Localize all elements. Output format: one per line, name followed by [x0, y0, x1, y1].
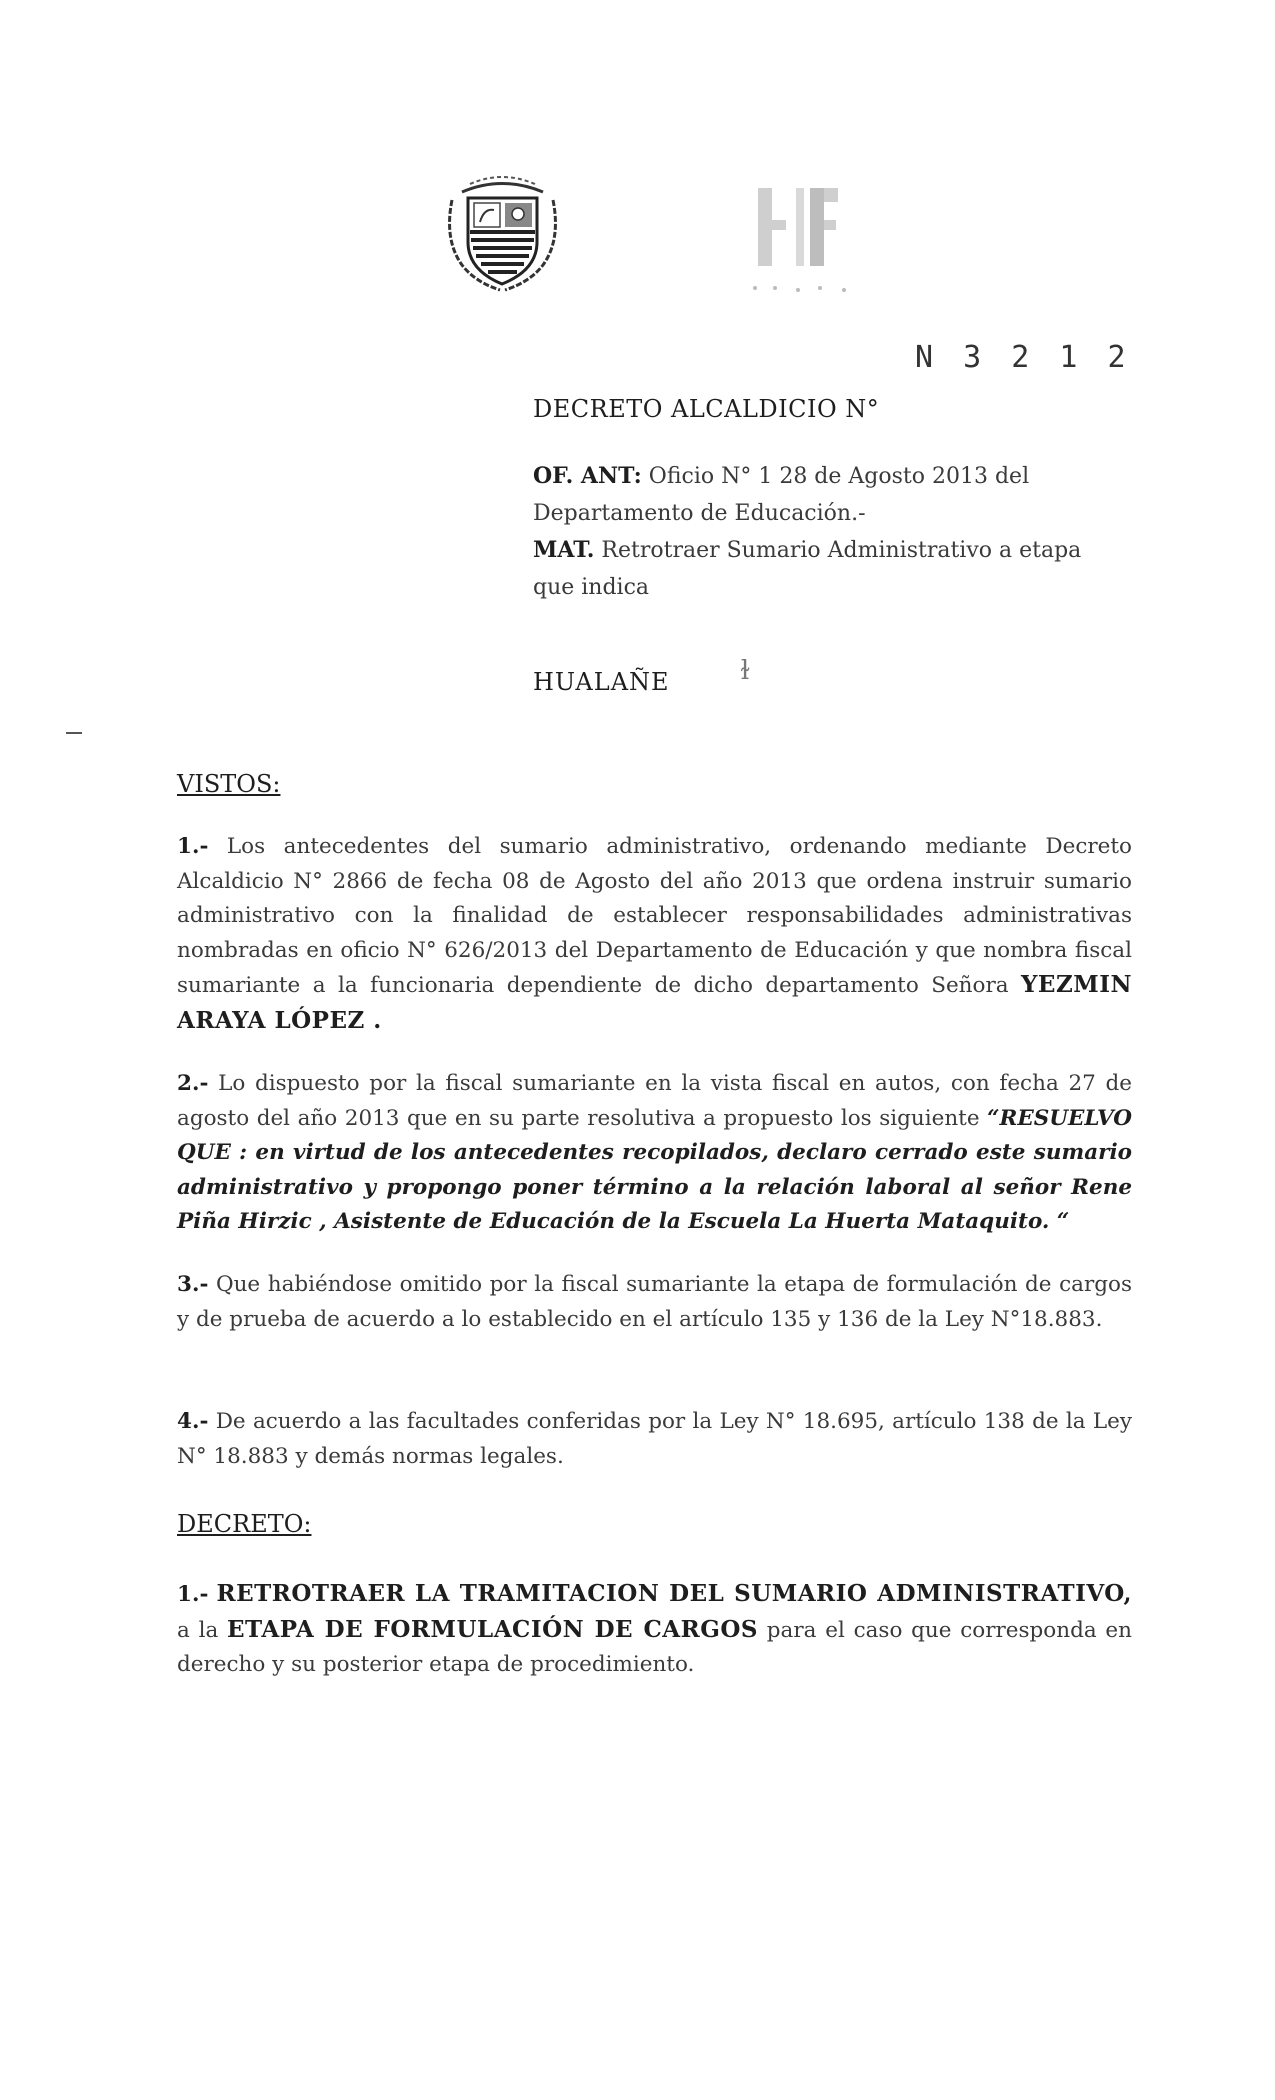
handwritten-mark: ɫ [740, 656, 750, 686]
item-text: Que habiéndose omitido por la fiscal sumariante la etapa de formulación de cargos y de prueba de acuerdo a lo establecido en el artículo 135 y 136 de la Ley N°18.883. [177, 1272, 1132, 1332]
item-number: 3.- [177, 1272, 209, 1297]
place-name: HUALAÑE [533, 668, 670, 696]
item-text: Lo dispuesto por la fiscal sumariante en la vista fiscal en autos, con fecha 27 de agosto del año 2013 que en su parte resolutiva a propuesto los siguiente [177, 1071, 1132, 1131]
mat-label: MAT. [533, 537, 595, 563]
decreto-item-1 [177, 1577, 1132, 1683]
item-number: 4.- [177, 1409, 209, 1434]
resolution-quote: “RESUELVO QUE : en virtud de los antecedentes recopilados, declaro cerrado este sumario administrativo y propongo poner término a la relación laboral al señor Rene Piña Hirzic , Asistente de Educación de la Escuela La Huerta Mataquito. “ [177, 1105, 1133, 1234]
vistos-heading: VISTOS: [177, 770, 281, 798]
document-title: DECRETO ALCALDICIO N° [533, 395, 880, 423]
of-ant-text: Oficio N° 1 28 de Agosto 2013 del Departamento de Educación.- [533, 464, 1030, 526]
vistos-item-4 [177, 1405, 1132, 1474]
vistos-item-1 [177, 830, 1132, 1039]
decree-text-a: a la [177, 1617, 219, 1643]
mat-text: Retrotraer Sumario Administrativo a etapa que indica [533, 538, 1082, 600]
item-number: 1.- [177, 834, 209, 859]
of-ant-line [533, 458, 1093, 532]
municipal-crest-logo [440, 170, 565, 295]
of-ant-label: OF. ANT: [533, 463, 642, 489]
stamped-decree-number: N 3 2 1 2 [915, 340, 1132, 375]
reference-block [533, 458, 1093, 606]
vistos-item-3 [177, 1268, 1132, 1337]
faded-institution-mark [740, 180, 880, 300]
decreto-heading: DECRETO: [177, 1510, 312, 1538]
margin-dash [66, 732, 82, 734]
decree-text-b: para el caso que corresponda en derecho y su posterior etapa de procedimiento. [177, 1617, 1132, 1677]
item-text: Los antecedentes del sumario administrativo, ordenando mediante Decreto Alcaldicio N° 2866 de fecha 08 de Agosto del año 2013 que ordena instruir sumario administrativo con la finalidad de establecer responsabilidades administrativas nombradas en oficio N° 626/2013 del Departamento de Educación y que nombra fiscal sumariante a la funcionaria dependiente de dicho departamento Señora [177, 834, 1132, 998]
item-number: 2.- [177, 1071, 209, 1096]
vistos-item-2 [177, 1067, 1132, 1240]
decree-order-b: ETAPA DE FORMULACIÓN DE CARGOS [227, 1615, 759, 1643]
fiscal-name: YEZMIN ARAYA LÓPEZ . [177, 971, 1132, 1034]
item-text: De acuerdo a las facultades conferidas por la Ley N° 18.695, artículo 138 de la Ley N° 18.883 y demás normas legales. [177, 1409, 1133, 1469]
mat-line [533, 532, 1093, 606]
item-number: 1.- [177, 1582, 209, 1607]
decree-order-a: RETROTRAER LA TRAMITACION DEL SUMARIO ADMINISTRATIVO, [216, 1580, 1132, 1607]
